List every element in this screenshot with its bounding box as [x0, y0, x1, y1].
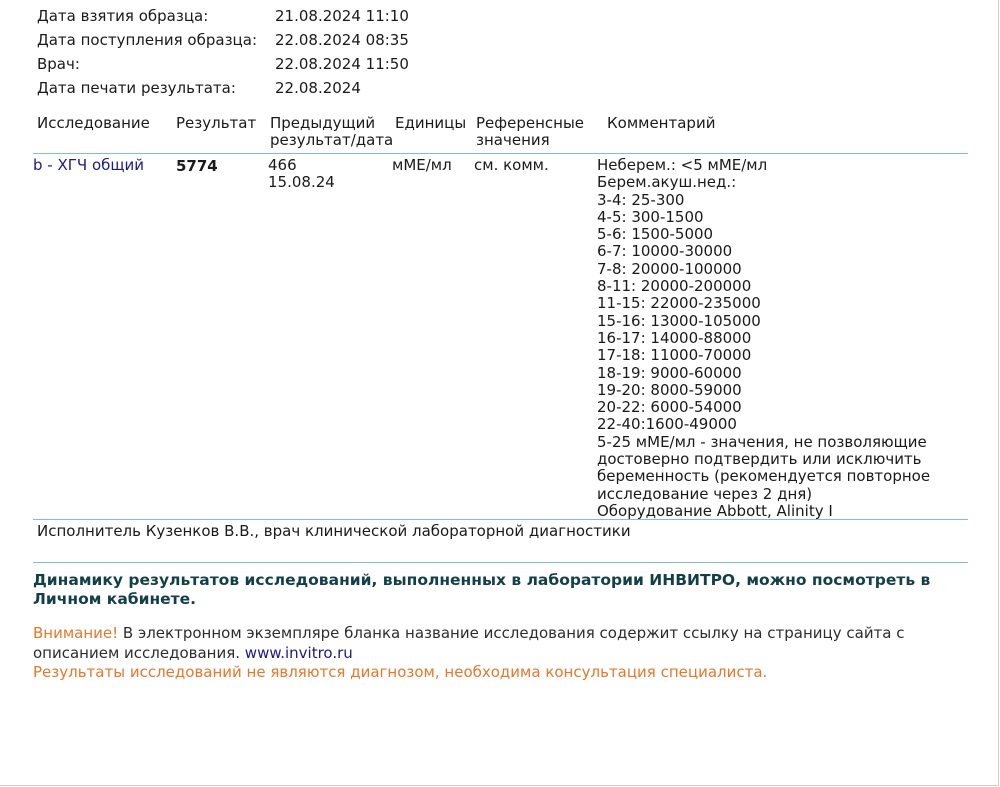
previous-value: 466 [268, 156, 297, 174]
header-reference-line2: значения [476, 131, 550, 149]
header-comment: Комментарий [607, 114, 716, 132]
previous-result [268, 157, 335, 191]
header-reference-line1: Референсные [476, 114, 585, 132]
header-units: Единицы [395, 114, 467, 132]
header-previous-line2: результат/дата [270, 131, 394, 149]
comment-line: достоверно подтвердить или исключить [597, 450, 922, 469]
comment-line: 5-25 мМЕ/мл - значения, не позволяющие [597, 432, 927, 451]
comment-line: 8-11: 20000-200000 [597, 277, 752, 296]
header-previous [270, 115, 393, 149]
header-result: Результат [176, 114, 257, 132]
attention-text: В электронном экземпляре бланка название исследования содержит ссылку на страницу сайта с описанием исследования. [33, 624, 905, 662]
comment-line: 6-7: 10000-30000 [597, 242, 733, 261]
dynamics-notice: Динамику результатов исследований, выполненных в лаборатории ИНВИТРО, можно посмотреть в Личном кабинете. [33, 571, 931, 608]
comment-line: 3-4: 25-300 [597, 190, 685, 209]
comment-line: 17-18: 11000-70000 [597, 346, 752, 365]
meta-value: 22.08.2024 [275, 79, 361, 97]
comment-line: 18-19: 9000-60000 [597, 363, 742, 382]
meta-label: Дата поступления образца: [37, 31, 257, 49]
result-value: 5774 [176, 157, 218, 175]
comment-line: 15-16: 13000-105000 [597, 311, 761, 330]
units-value: мМЕ/мл [392, 156, 452, 174]
invitro-link[interactable]: www.invitro.ru [244, 643, 353, 662]
meta-label: Дата печати результата: [37, 79, 236, 97]
comment-line: 19-20: 8000-59000 [597, 380, 742, 399]
meta-value: 22.08.2024 11:50 [275, 55, 409, 73]
header-previous-line1: Предыдущий [270, 114, 376, 132]
comment-line: Оборудование Abbott, Alinity I [597, 501, 833, 520]
comment-line: исследование через 2 дня) [597, 484, 813, 503]
comment-line: Неберем.: <5 мМЕ/мл [597, 156, 768, 174]
footer-divider [33, 562, 968, 563]
meta-value: 21.08.2024 11:10 [275, 7, 409, 25]
comment-block [597, 157, 930, 520]
comment-line: 7-8: 20000-100000 [597, 259, 742, 278]
comment-line: Берем.акуш.нед.: [597, 173, 737, 192]
comment-line: 11-15: 22000-235000 [597, 294, 761, 313]
meta-label: Дата взятия образца: [37, 7, 209, 25]
comment-line: 5-6: 1500-5000 [597, 225, 714, 244]
header-divider [33, 153, 968, 154]
row-divider [33, 519, 968, 520]
executor-line: Исполнитель Кузенков В.В., врач клинической лабораторной диагностики [37, 522, 631, 540]
attention-notice [33, 624, 978, 683]
meta-value: 22.08.2024 08:35 [275, 31, 409, 49]
attention-label: Внимание! [33, 624, 119, 642]
comment-line: 16-17: 14000-88000 [597, 328, 752, 347]
comment-line: 22-40:1600-49000 [597, 415, 737, 434]
comment-line: беременность (рекомендуется повторное [597, 467, 931, 486]
study-link[interactable]: b - ХГЧ общий [33, 156, 144, 174]
comment-line: 4-5: 300-1500 [597, 207, 704, 226]
comment-line: 20-22: 6000-54000 [597, 398, 742, 417]
header-reference [476, 115, 584, 149]
disclaimer-text: Результаты исследований не являются диагнозом, необходима консультация специалиста. [33, 663, 768, 681]
meta-label: Врач: [37, 55, 80, 73]
header-study: Исследование [37, 114, 150, 132]
previous-date: 15.08.24 [268, 173, 335, 191]
reference-value: см. комм. [474, 156, 549, 174]
